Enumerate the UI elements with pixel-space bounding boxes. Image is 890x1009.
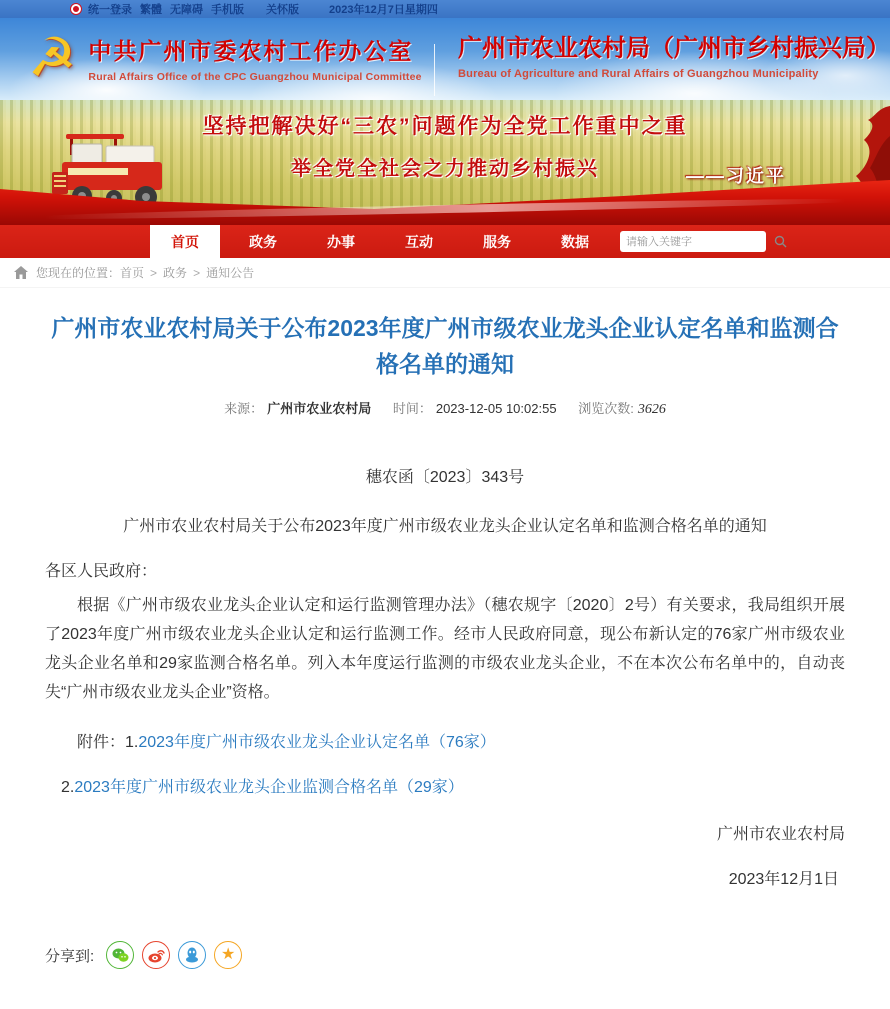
breadcrumb-notices[interactable]: 通知公告: [206, 266, 255, 280]
banner-slogan-line1: 坚持把解决好“三农”问题作为全党工作重中之重: [202, 115, 688, 138]
search-icon[interactable]: [774, 235, 787, 248]
breadcrumb-prefix: 您现在的位置：: [36, 266, 121, 280]
attachment-row-1: [45, 729, 845, 752]
nav-tab-services[interactable]: 服务: [483, 233, 511, 250]
nav-tab-government[interactable]: 政务: [249, 233, 277, 250]
header-divider: [434, 44, 435, 96]
breadcrumb-separator: >: [150, 265, 158, 280]
views-label: 浏览次数:: [578, 401, 634, 416]
breadcrumb-separator: >: [193, 265, 201, 280]
link-care-version[interactable]: 关怀版: [266, 4, 299, 16]
article-meta: [45, 398, 845, 418]
banner-attribution: ——习近平: [686, 166, 786, 186]
document-title: 广州市农业农村局关于公布2023年度广州市级农业龙头企业认定名单和监测合格名单的通知: [123, 518, 767, 535]
views-value: 3626: [637, 402, 666, 417]
weibo-share-icon[interactable]: [142, 941, 170, 969]
share-label: 分享到:: [45, 947, 95, 965]
gov-emblem-icon: [70, 3, 82, 15]
org-left-title: 中共广州市委农村工作办公室: [88, 38, 414, 64]
slogan-banner: [0, 100, 890, 225]
home-icon[interactable]: [14, 266, 28, 279]
signature-org: 广州市农业农村局: [716, 826, 845, 843]
breadcrumb: [0, 258, 890, 288]
attachments-label: 附件：: [77, 734, 126, 751]
qq-share-icon[interactable]: [178, 941, 206, 969]
org-right-title: 广州市农业农村局（广州市乡村振兴局）: [458, 35, 890, 62]
logo-rural-affairs-office[interactable]: [28, 28, 422, 88]
breadcrumb-home[interactable]: 首页: [120, 266, 145, 280]
search-input[interactable]: [620, 236, 774, 248]
site-header: [0, 18, 890, 100]
org-right-subtitle: Bureau of Agriculture and Rural Affairs of Guangzhou Municipality: [458, 68, 819, 80]
source-label: 来源：: [224, 401, 264, 416]
time-value: 2023-12-05 10:02:55: [435, 401, 557, 416]
attachment-link-2[interactable]: 2023年度广州市级农业龙头企业监测合格名单（29家）: [74, 779, 464, 796]
party-emblem-icon: ☭: [28, 28, 77, 88]
qzone-share-icon[interactable]: ★: [214, 941, 242, 969]
current-date: 2023年12月7日星期四: [329, 4, 438, 16]
time-label: 时间：: [392, 401, 432, 416]
attachment-2-prefix: 2.: [61, 779, 75, 796]
nav-tab-interaction[interactable]: 互动: [405, 233, 433, 250]
nav-tab-home[interactable]: 首页: [150, 225, 220, 258]
wechat-share-icon[interactable]: [106, 941, 134, 969]
source-value: 广州市农业农村局: [267, 401, 372, 416]
nav-tab-services-handling[interactable]: 办事: [327, 233, 355, 250]
org-left-subtitle: Rural Affairs Office of the CPC Guangzhou Municipal Committee: [88, 71, 422, 83]
link-unified-login[interactable]: 统一登录: [88, 4, 132, 16]
article: [0, 310, 890, 1009]
top-utility-bar: [0, 0, 890, 18]
attachment-row-2: [45, 774, 845, 797]
attachment-1-prefix: 1.: [125, 734, 139, 751]
document-number: 穗农函〔2023〕343号: [365, 469, 525, 486]
page-title: 广州市农业农村局关于公布2023年度广州市级农业龙头企业认定名单和监测合格名单的通知: [51, 315, 839, 377]
search-box: [620, 231, 766, 252]
logo-agriculture-bureau[interactable]: [458, 28, 890, 80]
banner-slogan-line2: 举全党全社会之力推动乡村振兴: [291, 158, 599, 180]
breadcrumb-government[interactable]: 政务: [163, 266, 188, 280]
link-mobile-version[interactable]: 手机版: [211, 4, 244, 16]
salutation: 各区人民政府：: [45, 563, 158, 580]
nav-tab-data[interactable]: 数据: [561, 233, 589, 250]
main-nav: [0, 225, 890, 258]
share-bar: [45, 941, 845, 1009]
attachment-link-1[interactable]: 2023年度广州市级农业龙头企业认定名单（76家）: [138, 734, 496, 751]
signature-date: 2023年12月1日: [728, 871, 839, 888]
link-accessibility[interactable]: 无障碍: [170, 4, 203, 16]
link-traditional-chinese[interactable]: 繁體: [140, 4, 162, 16]
body-paragraph: 根据《广州市级农业龙头企业认定和运行监测管理办法》（穗农规字〔2020〕2号）有关要求，我局组织开展了2023年度广州市级农业龙头企业认定和运行监测工作。经市人民政府同意，现公布新认定的76家广州市级农业龙头企业名单和29家监测合格名单。列入本年度运行监测的市级农业龙头企业，不在本次公布名单中的，自动丧失“广州市级农业龙头企业”资格。: [45, 597, 845, 701]
